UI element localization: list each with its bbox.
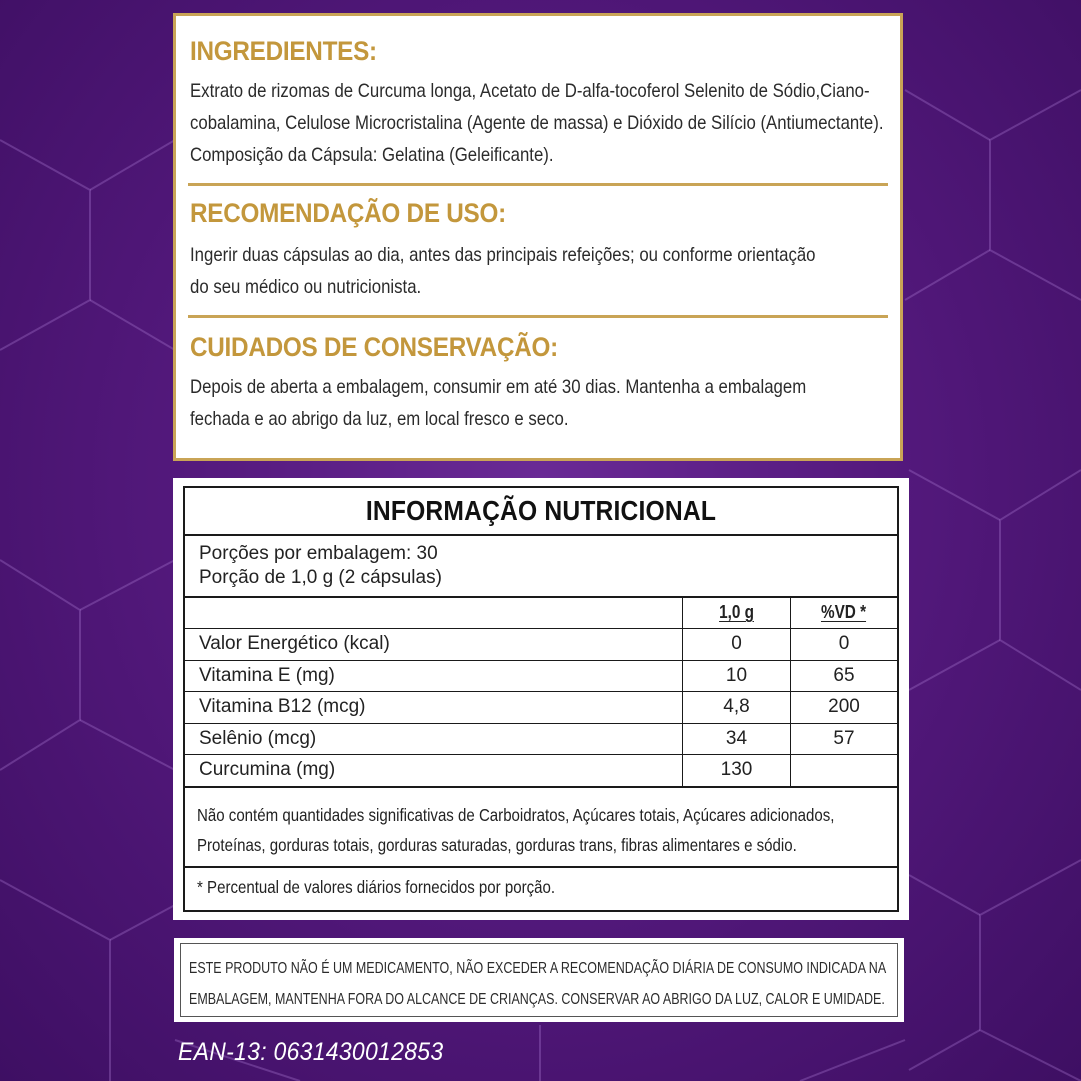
nutrient-name: Vitamina E (mg) bbox=[185, 660, 683, 692]
nutrition-panel bbox=[173, 478, 909, 920]
nutrient-dv bbox=[791, 755, 898, 787]
storage-text bbox=[190, 371, 895, 435]
footnote-text: * Percentual de valores diários fornecidos por porção. bbox=[197, 876, 556, 897]
header-dv-text: %VD * bbox=[821, 602, 867, 622]
note-line: Proteínas, gorduras totais, gorduras saturadas, gorduras trans, fibras alimentares e sódio. bbox=[197, 834, 797, 855]
nutrient-dv: 200 bbox=[791, 692, 898, 724]
usage-title: RECOMENDAÇÃO DE USO: bbox=[190, 198, 506, 228]
ingredients-title: INGREDIENTES: bbox=[190, 36, 377, 66]
storage-title: CUIDADOS DE CONSERVAÇÃO: bbox=[190, 332, 558, 362]
note-line: Não contém quantidades significativas de Carboidratos, Açúcares totais, Açúcares adicionados, bbox=[197, 804, 835, 825]
header-amount bbox=[683, 598, 791, 629]
warning-frame bbox=[180, 943, 898, 1017]
nutrient-amount: 34 bbox=[683, 723, 791, 755]
servings-per-package: Porções por embalagem: 30 bbox=[199, 543, 438, 564]
table-row bbox=[185, 692, 897, 724]
nutrition-table bbox=[183, 486, 899, 912]
nutrient-name: Curcumina (mg) bbox=[185, 755, 683, 787]
header-dv bbox=[791, 598, 898, 629]
info-card bbox=[173, 13, 903, 461]
nutrient-amount: 130 bbox=[683, 755, 791, 787]
serving-size: Porção de 1,0 g (2 cápsulas) bbox=[199, 567, 442, 588]
warning-line: EMBALAGEM, MANTENHA FORA DO ALCANCE DE CRIANÇAS. CONSERVAR AO ABRIGO DA LUZ, CALOR E UMIDADE. bbox=[189, 991, 885, 1008]
storage-line: Depois de aberta a embalagem, consumir em até 30 dias. Mantenha a embalagem bbox=[190, 376, 807, 398]
nutrient-dv: 57 bbox=[791, 723, 898, 755]
nutrient-dv: 65 bbox=[791, 660, 898, 692]
nutrient-name: Vitamina B12 (mcg) bbox=[185, 692, 683, 724]
nutrition-note bbox=[185, 788, 897, 868]
ingredients-text bbox=[190, 75, 895, 171]
warning-box bbox=[174, 938, 904, 1022]
nutrition-title-text: INFORMAÇÃO NUTRICIONAL bbox=[365, 495, 717, 526]
table-row bbox=[185, 723, 897, 755]
ingredients-line: Extrato de rizomas de Curcuma longa, Acetato de D-alfa-tocoferol Selenito de Sódio,Ciano- bbox=[190, 80, 870, 102]
nutrient-name: Valor Energético (kcal) bbox=[185, 629, 683, 661]
ingredients-line: cobalamina, Celulose Microcristalina (Agente de massa) e Dióxido de Silício (Antiumectante). bbox=[190, 112, 884, 134]
table-row bbox=[185, 660, 897, 692]
usage-line: do seu médico ou nutricionista. bbox=[190, 276, 422, 298]
nutrition-title bbox=[185, 488, 897, 536]
usage-line: Ingerir duas cápsulas ao dia, antes das principais refeições; ou conforme orientação bbox=[190, 244, 816, 266]
portion-info bbox=[185, 536, 897, 598]
usage-text bbox=[190, 239, 895, 303]
storage-line: fechada e ao abrigo da luz, em local fresco e seco. bbox=[190, 408, 569, 430]
warning-line: ESTE PRODUTO NÃO É UM MEDICAMENTO, NÃO EXCEDER A RECOMENDAÇÃO DIÁRIA DE CONSUMO INDICADA NA bbox=[189, 960, 887, 977]
nutrient-amount: 10 bbox=[683, 660, 791, 692]
nutrient-table bbox=[185, 598, 897, 788]
header-blank bbox=[185, 598, 683, 629]
table-row bbox=[185, 755, 897, 787]
table-header-row bbox=[185, 598, 897, 629]
ean-code: EAN-13: 0631430012853 bbox=[178, 1038, 444, 1066]
header-amount-text: 1,0 g bbox=[719, 602, 754, 622]
nutrition-footnote bbox=[185, 868, 897, 902]
table-row bbox=[185, 629, 897, 661]
nutrient-amount: 4,8 bbox=[683, 692, 791, 724]
nutrient-name: Selênio (mcg) bbox=[185, 723, 683, 755]
ingredients-line: Composição da Cápsula: Gelatina (Geleificante). bbox=[190, 144, 554, 166]
nutrient-dv: 0 bbox=[791, 629, 898, 661]
nutrient-amount: 0 bbox=[683, 629, 791, 661]
